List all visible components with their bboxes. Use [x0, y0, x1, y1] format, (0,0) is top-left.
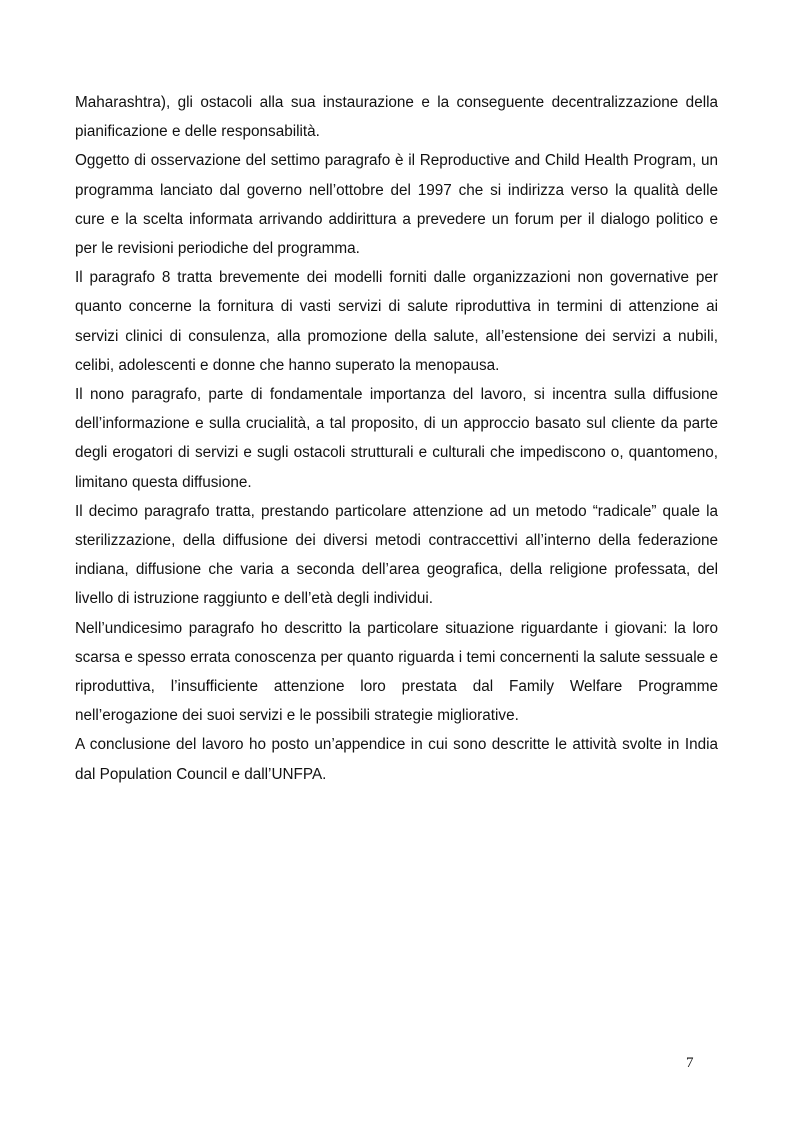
paragraph-4: Il nono paragrafo, parte di fondamentale importanza del lavoro, si incentra sulla diffusione dell’informazione e sulla crucialità, a tal proposito, di un approccio basato sul cliente da parte degli erogatori di servizi e sugli ostacoli strutturali e culturali che impediscono o, quantomeno, limitano questa diffusione. [75, 386, 718, 491]
paragraph-7: A conclusione del lavoro ho posto un’appendice in cui sono descritte le attività svolte in India dal Population Council e dall’UNFPA. [75, 736, 718, 783]
body-text [75, 88, 718, 789]
paragraph-6: Nell’undicesimo paragrafo ho descritto la particolare situazione riguardante i giovani: la loro scarsa e spesso errata conoscenza per quanto riguarda i temi concernenti la salute sessuale e riproduttiva, l’insufficiente attenzione loro prestata dal Family Welfare Programme nell’erogazione dei suoi servizi e le possibili strategie migliorative. [75, 619, 718, 725]
paragraph-5: Il decimo paragrafo tratta, prestando particolare attenzione ad un metodo “radicale” quale la sterilizzazione, della diffusione dei diversi metodi contraccettivi all’interno della federazione indiana, diffusione che varia a seconda dell’area geografica, della religione professata, del livello di istruzione raggiunto e dell’età degli individui. [75, 502, 718, 608]
paragraph-2: Oggetto di osservazione del settimo paragrafo è il Reproductive and Child Health Program, un programma lanciato dal governo nell’ottobre del 1997 che si indirizza verso la qualità delle cure e la scelta informata arrivando addirittura a prevedere un forum per il dialogo politico e per le revisioni periodiche del programma. [75, 152, 718, 258]
paragraph-3: Il paragrafo 8 tratta brevemente dei modelli forniti dalle organizzazioni non governative per quanto concerne la fornitura di vasti servizi di salute riproduttiva in termini di attenzione ai servizi clinici di consulenza, alla promozione della salute, all’estensione dei servizi a nubili, celibi, adolescenti e donne che hanno superato la menopausa. [75, 269, 718, 374]
page-number: 7 [686, 1055, 694, 1071]
paragraph-1: Maharashtra), gli ostacoli alla sua instaurazione e la conseguente decentralizzazione della pianificazione e delle responsabilità. [75, 94, 718, 141]
